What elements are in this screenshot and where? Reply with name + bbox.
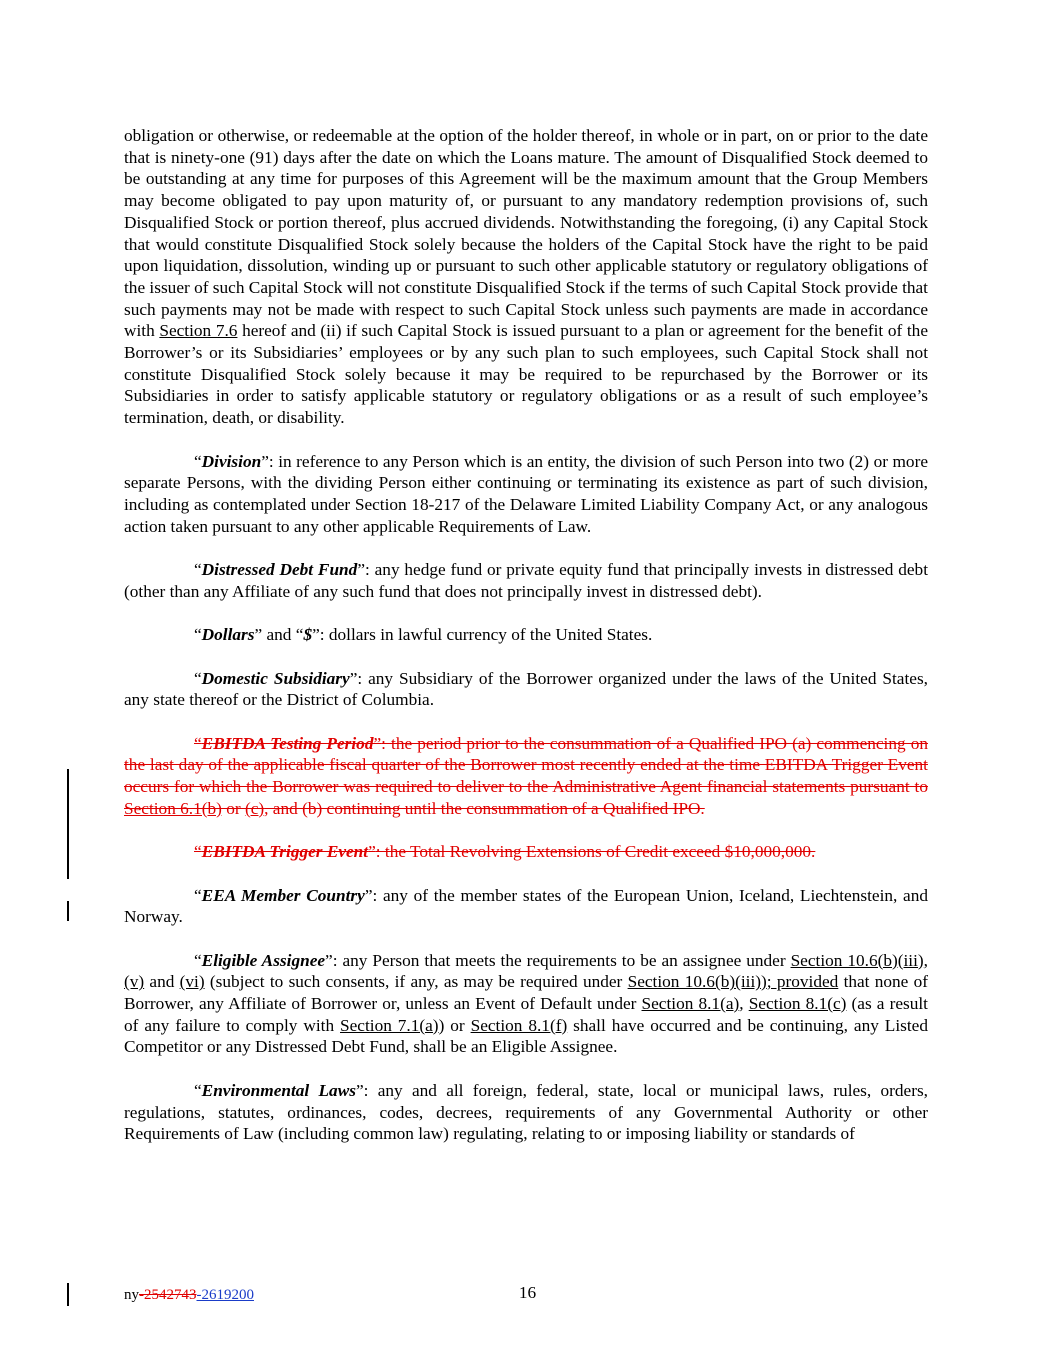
provided-clause: ; provided	[766, 972, 839, 992]
section-reference: Section 8.1(a)	[641, 994, 740, 1013]
defined-term: Domestic Subsidiary	[201, 668, 350, 688]
section-reference: Section 8.1(f)	[470, 1015, 568, 1035]
section-reference: Section 7.6	[159, 321, 238, 341]
deleted-definition-ebitda-trigger-event: “EBITDA Trigger Event”: the Total Revolving Extensions of Credit exceed $10,000,000.	[194, 842, 816, 862]
deleted-definition-ebitda-testing-period: “EBITDA Testing Period”: the period prior to the consummation of a Qualified IPO (a) commencing on the last day of the applicable fiscal quarter of the Borrower most recently ended at the time EBITDA Trigger Event occurs for which the Borrower was required to deliver to the Administrative Agent financial statements pursuant to Section 6.1(b) or (c), and (b) continuing until the consummation of a Qualified IPO.	[124, 733, 928, 818]
section-reference: (vi)	[179, 972, 205, 992]
section-reference: Section 8.1(c)	[748, 994, 847, 1013]
definition-eligible-assignee: “Eligible Assignee”: any Person that meets the requirements to be an assignee under Section 10.6(b)(iii), (v) and (vi) (subject to such consents, if any, as may be required under Section 10.6(b)(iii)); provided that none of Borrower, any Affiliate of Borrower or, unless an Event of Default under Section 8.1(a), Section 8.1(c) (as a result of any failure to comply with Section 7.1(a)) or Section 8.1(f) shall have occurred and be continuing, any Listed Competitor or any Distressed Debt Fund, shall be an Eligible Assignee.	[124, 950, 929, 1057]
defined-term: EBITDA Trigger Event	[201, 842, 369, 862]
defined-term: EBITDA Testing Period	[201, 733, 374, 753]
section-reference: Section 6.1(b)	[124, 798, 222, 818]
paragraph-disqualified-stock-continued: obligation or otherwise, or redeemable at the option of the holder thereof, in whole or in part, on or prior to the date that is ninety-one (91) days after the date on which the Loans mature. The amount of Disqualified Stock deemed to be outstanding at any time for purposes of this Agreement will be the maximum amount that the Group Members may become obligated to pay upon maturity of, or pursuant to any mandatory redemption provisions of, such Disqualified Stock or portion thereof, plus accrued dividends. Notwithstanding the foregoing, (i) any Capital Stock that would constitute Disqualified Stock solely because the holders of the Capital Stock have the right to be paid upon liquidation, dissolution, winding up or pursuant to such other applicable statutory or regulatory obligations of the issuer of such Capital Stock will not constitute Disqualified Stock if the terms of such Capital Stock provide that such payments may not be made with respect to such Capital Stock unless such payments are made in accordance with Section 7.6 hereof and (ii) if such Capital Stock is issued pursuant to a plan or agreement for the benefit of the Borrower’s or its Subsidiaries’ employees or by any such plan to such employees, such Capital Stock shall not constitute Disqualified Stock solely because it may be required to be repurchased by the Borrower or its Subsidiaries in order to satisfy applicable statutory or regulatory obligations or as a result of such employee’s termination, death, or disability.	[124, 126, 928, 428]
defined-term: Eligible Assignee	[201, 950, 326, 970]
change-bar	[67, 901, 69, 921]
definition-dollars: “Dollars” and “$”: dollars in lawful currency of the United States.	[194, 625, 653, 645]
section-reference: Section 10.6(b)(iii)	[627, 972, 762, 992]
definition-eea-member-country: “EEA Member Country”: any of the member states of the European Union, Iceland, Liechtenstein, and Norway.	[124, 885, 928, 927]
defined-term: Distressed Debt Fund	[201, 560, 358, 580]
definition-environmental-laws: “Environmental Laws”: any and all foreign, federal, state, local or municipal laws, rules, orders, regulations, statutes, ordinances, codes, decrees, requirements of any Governmental Authority or other Requirements of Law (including common law) regulating, relating to or imposing liability or standards of	[124, 1080, 928, 1144]
page-number: 16	[518, 1283, 537, 1302]
definition-domestic-subsidiary: “Domestic Subsidiary”: any Subsidiary of the Borrower organized under the laws of the United States, any state thereof or the District of Columbia.	[124, 668, 928, 710]
defined-term: Environmental Laws	[201, 1080, 356, 1100]
document-body	[124, 125, 928, 1167]
section-reference: Section 7.1(a)	[340, 1015, 439, 1035]
change-bar	[67, 769, 69, 879]
section-reference: (c)	[244, 798, 265, 818]
definition-division: “Division”: in reference to any Person which is an entity, the division of such Person into two (2) or more separate Persons, with the dividing Person either continuing or terminating its existence as part of such division, including as contemplated under Section 18-217 of the Delaware Limited Liability Company Act, or any analogous action taken pursuant to any other applicable Requirements of Law.	[124, 451, 928, 536]
section-reference: (v)	[124, 972, 145, 992]
section-reference: Section 10.6(b)(iii)	[790, 950, 924, 970]
defined-term: $	[303, 625, 313, 645]
inserted-document-id: -2619200	[196, 1287, 254, 1303]
definition-distressed-debt-fund: “Distressed Debt Fund”: any hedge fund or private equity fund that principally invests in distressed debt (other than any Affiliate of any such fund that does not principally invest in distressed debt).	[124, 560, 929, 601]
defined-term: Division	[201, 451, 262, 471]
defined-term: EEA Member Country	[201, 885, 365, 905]
defined-term: Dollars	[201, 625, 255, 645]
deleted-document-id: -2542743	[139, 1287, 197, 1303]
document-id: ny-2542743-2619200	[124, 1287, 254, 1303]
